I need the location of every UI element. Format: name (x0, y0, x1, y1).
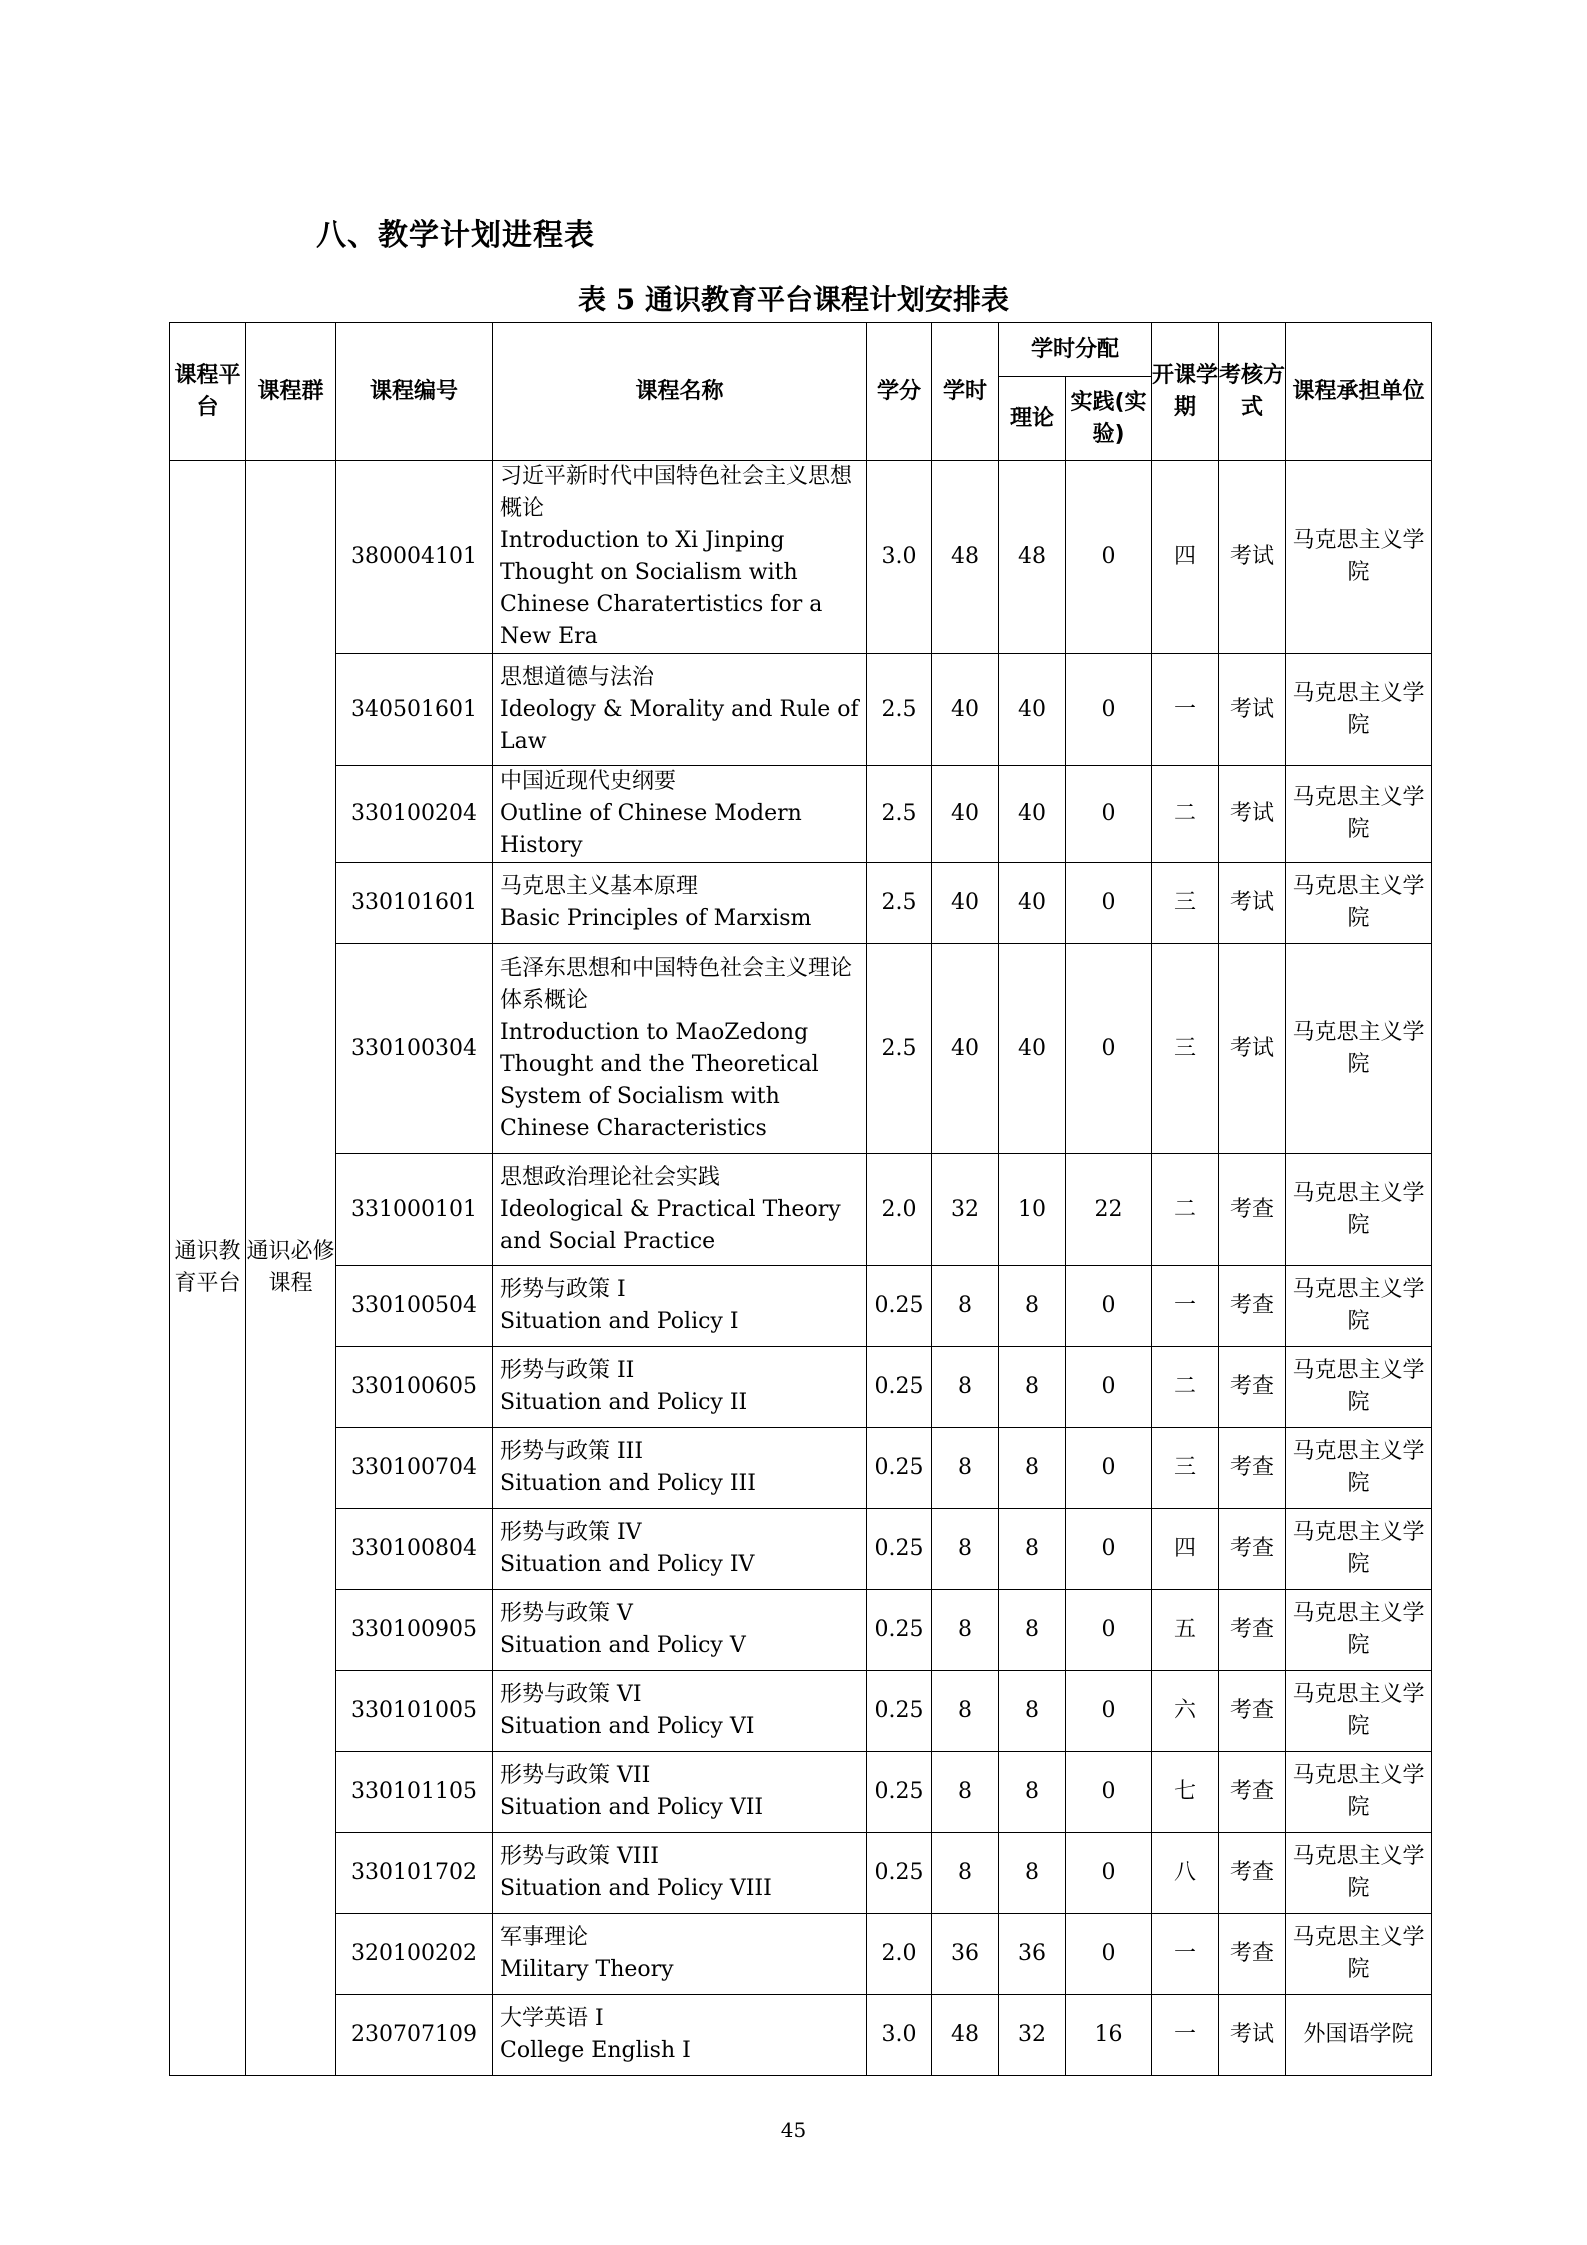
practice-hours: 0 (1066, 1509, 1152, 1590)
department: 马克思主义学院 (1286, 1509, 1432, 1590)
course-name (493, 1428, 867, 1509)
practice-hours: 0 (1066, 1914, 1152, 1995)
assessment: 考试 (1219, 944, 1286, 1154)
table-row (170, 1509, 1432, 1590)
header-practice: 实践(实验) (1066, 377, 1152, 461)
course-code: 230707109 (336, 1995, 493, 2076)
course-name (493, 1995, 867, 2076)
hours: 8 (932, 1671, 999, 1752)
course-name (493, 1266, 867, 1347)
semester: 四 (1152, 1509, 1219, 1590)
course-code: 330100504 (336, 1266, 493, 1347)
theory-hours: 40 (999, 654, 1066, 766)
credit: 0.25 (867, 1671, 932, 1752)
course-name-zh: 毛泽东思想和中国特色社会主义理论体系概论 (500, 955, 853, 1013)
semester: 三 (1152, 944, 1219, 1154)
course-code: 330100704 (336, 1428, 493, 1509)
hours: 48 (932, 1995, 999, 2076)
table-row (170, 1266, 1432, 1347)
credit: 0.25 (867, 1266, 932, 1347)
credit: 2.5 (867, 654, 932, 766)
hours: 48 (932, 461, 999, 654)
course-name-zh: 形势与政策 IV (500, 1520, 642, 1545)
hours: 8 (932, 1590, 999, 1671)
course-name-zh: 形势与政策 VIII (500, 1844, 659, 1869)
practice-hours: 0 (1066, 1266, 1152, 1347)
department: 马克思主义学院 (1286, 654, 1432, 766)
header-platform: 课程平台 (170, 323, 246, 461)
assessment: 考查 (1219, 1752, 1286, 1833)
course-name (493, 1509, 867, 1590)
page-number: 45 (780, 2118, 807, 2142)
course-name (493, 1833, 867, 1914)
table-row (170, 1671, 1432, 1752)
course-name (493, 944, 867, 1154)
table-row (170, 1428, 1432, 1509)
semester: 三 (1152, 1428, 1219, 1509)
hours: 8 (932, 1428, 999, 1509)
theory-hours: 8 (999, 1833, 1066, 1914)
table-row (170, 1347, 1432, 1428)
semester: 一 (1152, 1266, 1219, 1347)
course-name (493, 1914, 867, 1995)
practice-hours: 0 (1066, 1428, 1152, 1509)
practice-hours: 16 (1066, 1995, 1152, 2076)
hours: 32 (932, 1154, 999, 1266)
department: 马克思主义学院 (1286, 766, 1432, 863)
course-name-en: Situation and Policy VII (500, 1795, 764, 1820)
course-name-zh: 形势与政策 VI (500, 1682, 642, 1707)
semester: 一 (1152, 654, 1219, 766)
credit: 2.0 (867, 1914, 932, 1995)
course-name-zh: 思想政治理论社会实践 (500, 1164, 721, 1190)
course-name-zh: 中国近现代史纲要 (500, 769, 677, 794)
course-code: 330101105 (336, 1752, 493, 1833)
course-code: 340501601 (336, 654, 493, 766)
department: 马克思主义学院 (1286, 1671, 1432, 1752)
course-name (493, 654, 867, 766)
semester: 一 (1152, 1914, 1219, 1995)
course-name-en: Ideology & Morality and Rule of Law (500, 696, 859, 754)
course-code: 330100804 (336, 1509, 493, 1590)
credit: 3.0 (867, 461, 932, 654)
assessment: 考查 (1219, 1671, 1286, 1752)
assessment: 考试 (1219, 766, 1286, 863)
course-name-en: Basic Principles of Marxism (500, 906, 812, 931)
practice-hours: 0 (1066, 1590, 1152, 1671)
semester: 八 (1152, 1833, 1219, 1914)
theory-hours: 10 (999, 1154, 1066, 1266)
course-name-en: Situation and Policy IV (500, 1552, 755, 1577)
header-theory: 理论 (999, 377, 1066, 461)
theory-hours: 8 (999, 1266, 1066, 1347)
hours: 40 (932, 766, 999, 863)
credit: 3.0 (867, 1995, 932, 2076)
table-row (170, 863, 1432, 944)
header-hours: 学时 (932, 323, 999, 461)
course-name (493, 766, 867, 863)
credit: 0.25 (867, 1590, 932, 1671)
hours: 8 (932, 1509, 999, 1590)
theory-hours: 8 (999, 1752, 1066, 1833)
course-name-zh: 大学英语 I (500, 2006, 604, 2031)
table-row (170, 1833, 1432, 1914)
practice-hours: 0 (1066, 461, 1152, 654)
course-code: 330100605 (336, 1347, 493, 1428)
hours: 8 (932, 1752, 999, 1833)
department: 马克思主义学院 (1286, 461, 1432, 654)
credit: 2.0 (867, 1154, 932, 1266)
course-name-en: Ideological & Practical Theory and Social Practice (500, 1196, 841, 1254)
header-hours-split: 学时分配 (999, 323, 1152, 377)
header-name: 课程名称 (493, 323, 867, 461)
department: 马克思主义学院 (1286, 1752, 1432, 1833)
practice-hours: 0 (1066, 1752, 1152, 1833)
group-cell: 通识必修课程 (246, 461, 336, 2076)
course-name-zh: 军事理论 (500, 1925, 589, 1950)
assessment: 考查 (1219, 1428, 1286, 1509)
department: 马克思主义学院 (1286, 1590, 1432, 1671)
course-name-en: College English I (500, 2038, 691, 2063)
table-row (170, 766, 1432, 863)
header-credit: 学分 (867, 323, 932, 461)
hours: 36 (932, 1914, 999, 1995)
hours: 8 (932, 1347, 999, 1428)
theory-hours: 8 (999, 1509, 1066, 1590)
course-name-en: Military Theory (500, 1957, 674, 1982)
practice-hours: 0 (1066, 863, 1152, 944)
course-code: 330101601 (336, 863, 493, 944)
assessment: 考试 (1219, 863, 1286, 944)
department: 马克思主义学院 (1286, 1833, 1432, 1914)
theory-hours: 40 (999, 766, 1066, 863)
practice-hours: 0 (1066, 766, 1152, 863)
assessment: 考查 (1219, 1266, 1286, 1347)
credit: 2.5 (867, 766, 932, 863)
assessment: 考查 (1219, 1154, 1286, 1266)
course-code: 330101702 (336, 1833, 493, 1914)
course-name-zh: 形势与政策 II (500, 1358, 635, 1383)
hours: 8 (932, 1266, 999, 1347)
theory-hours: 8 (999, 1671, 1066, 1752)
course-code: 330100304 (336, 944, 493, 1154)
theory-hours: 8 (999, 1428, 1066, 1509)
department: 外国语学院 (1286, 1995, 1432, 2076)
credit: 0.25 (867, 1428, 932, 1509)
course-code: 330100204 (336, 766, 493, 863)
hours: 40 (932, 863, 999, 944)
assessment: 考试 (1219, 654, 1286, 766)
course-name-zh: 形势与政策 V (500, 1601, 633, 1626)
table-row (170, 1914, 1432, 1995)
theory-hours: 48 (999, 461, 1066, 654)
semester: 七 (1152, 1752, 1219, 1833)
header-code: 课程编号 (336, 323, 493, 461)
assessment: 考查 (1219, 1509, 1286, 1590)
table-row (170, 654, 1432, 766)
course-plan-table (169, 322, 1432, 2076)
department: 马克思主义学院 (1286, 863, 1432, 944)
course-name (493, 1154, 867, 1266)
course-name-zh: 形势与政策 VII (500, 1763, 651, 1788)
practice-hours: 0 (1066, 944, 1152, 1154)
practice-hours: 22 (1066, 1154, 1152, 1266)
department: 马克思主义学院 (1286, 1154, 1432, 1266)
department: 马克思主义学院 (1286, 1266, 1432, 1347)
course-name-en: Outline of Chinese Modern History (500, 801, 802, 858)
course-name (493, 1590, 867, 1671)
department: 马克思主义学院 (1286, 1914, 1432, 1995)
table-row (170, 1752, 1432, 1833)
course-name-en: Situation and Policy VI (500, 1714, 755, 1739)
semester: 五 (1152, 1590, 1219, 1671)
course-code: 331000101 (336, 1154, 493, 1266)
course-name-en: Situation and Policy I (500, 1309, 739, 1334)
table-row (170, 944, 1432, 1154)
theory-hours: 40 (999, 944, 1066, 1154)
department: 马克思主义学院 (1286, 944, 1432, 1154)
practice-hours: 0 (1066, 1833, 1152, 1914)
course-name-zh: 马克思主义基本原理 (500, 874, 699, 899)
credit: 0.25 (867, 1509, 932, 1590)
table-row (170, 461, 1432, 654)
credit: 0.25 (867, 1752, 932, 1833)
header-department: 课程承担单位 (1286, 323, 1432, 461)
credit: 2.5 (867, 863, 932, 944)
course-name-en: Situation and Policy V (500, 1633, 746, 1658)
course-code: 320100202 (336, 1914, 493, 1995)
theory-hours: 32 (999, 1995, 1066, 2076)
semester: 二 (1152, 1347, 1219, 1428)
department: 马克思主义学院 (1286, 1347, 1432, 1428)
table-row (170, 1995, 1432, 2076)
header-semester: 开课学期 (1152, 323, 1219, 461)
practice-hours: 0 (1066, 654, 1152, 766)
section-heading: 八、教学计划进程表 (316, 218, 595, 253)
assessment: 考试 (1219, 1995, 1286, 2076)
assessment: 考查 (1219, 1347, 1286, 1428)
table-title: 表 5 通识教育平台课程计划安排表 (578, 283, 1009, 316)
course-name-zh: 思想道德与法治 (500, 664, 655, 690)
course-code: 330101005 (336, 1671, 493, 1752)
course-name-zh: 习近平新时代中国特色社会主义思想概论 (500, 464, 853, 521)
practice-hours: 0 (1066, 1671, 1152, 1752)
semester: 一 (1152, 1995, 1219, 2076)
platform-cell: 通识教育平台 (170, 461, 246, 2076)
semester: 二 (1152, 1154, 1219, 1266)
course-name (493, 1347, 867, 1428)
theory-hours: 8 (999, 1590, 1066, 1671)
practice-hours: 0 (1066, 1347, 1152, 1428)
course-name-zh: 形势与政策 I (500, 1277, 626, 1302)
course-name-en: Situation and Policy VIII (500, 1876, 772, 1901)
semester: 四 (1152, 461, 1219, 654)
course-name (493, 1671, 867, 1752)
credit: 2.5 (867, 944, 932, 1154)
course-name-en: Introduction to MaoZedong Thought and the Theoretical System of Socialism with Chinese Characteristics (500, 1019, 819, 1141)
semester: 六 (1152, 1671, 1219, 1752)
theory-hours: 8 (999, 1347, 1066, 1428)
assessment: 考查 (1219, 1833, 1286, 1914)
course-name (493, 863, 867, 944)
header-group: 课程群 (246, 323, 336, 461)
theory-hours: 40 (999, 863, 1066, 944)
hours: 8 (932, 1833, 999, 1914)
course-name (493, 461, 867, 654)
semester: 三 (1152, 863, 1219, 944)
course-name (493, 1752, 867, 1833)
hours: 40 (932, 654, 999, 766)
course-name-en: Introduction to Xi Jinping Thought on Socialism with Chinese Charatertistics for a New Era (500, 528, 823, 649)
credit: 0.25 (867, 1347, 932, 1428)
course-name-zh: 形势与政策 III (500, 1439, 644, 1464)
credit: 0.25 (867, 1833, 932, 1914)
table-row (170, 1154, 1432, 1266)
hours: 40 (932, 944, 999, 1154)
course-name-en: Situation and Policy III (500, 1471, 756, 1496)
department: 马克思主义学院 (1286, 1428, 1432, 1509)
theory-hours: 36 (999, 1914, 1066, 1995)
course-code: 380004101 (336, 461, 493, 654)
table-row (170, 1590, 1432, 1671)
semester: 二 (1152, 766, 1219, 863)
assessment: 考试 (1219, 461, 1286, 654)
assessment: 考查 (1219, 1590, 1286, 1671)
assessment: 考查 (1219, 1914, 1286, 1995)
header-assessment: 考核方式 (1219, 323, 1286, 461)
course-name-en: Situation and Policy II (500, 1390, 748, 1415)
course-code: 330100905 (336, 1590, 493, 1671)
